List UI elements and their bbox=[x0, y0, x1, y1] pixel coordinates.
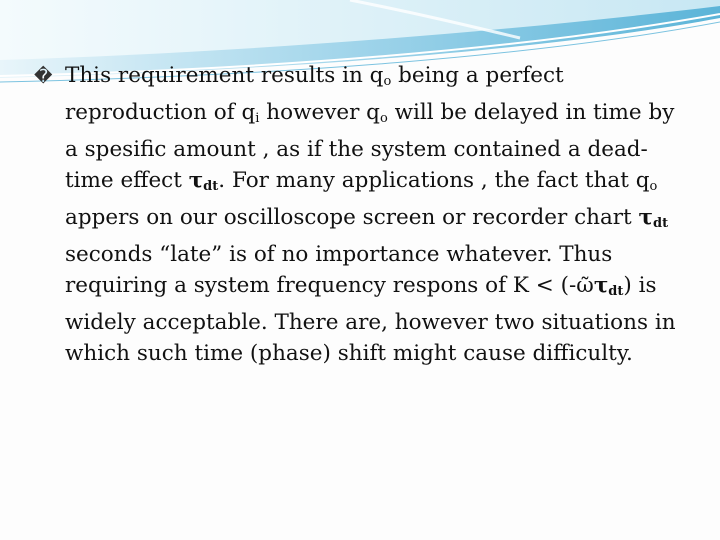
bullet-icon: � bbox=[34, 66, 53, 87]
subscript: dt bbox=[653, 216, 669, 231]
text-segment: however q bbox=[259, 100, 380, 125]
body-text bbox=[34, 60, 694, 369]
subscript: i bbox=[255, 111, 260, 126]
text-segment: This requirement results in q bbox=[65, 63, 384, 88]
tau-symbol: τ bbox=[638, 205, 653, 230]
subscript: o bbox=[383, 74, 392, 89]
subscript: o bbox=[649, 179, 658, 194]
subscript: dt bbox=[608, 284, 624, 299]
subscript: dt bbox=[203, 179, 219, 194]
text-segment: ) is widely acceptable. There are, however two situations in which such time (phase) shift might cause difficulty. bbox=[65, 273, 676, 366]
subscript: o bbox=[379, 111, 388, 126]
bullet-paragraph bbox=[34, 60, 694, 369]
text-segment: . For many applications , the fact that q bbox=[218, 168, 650, 193]
text-segment: appers on our oscilloscope screen or recorder chart bbox=[65, 205, 639, 230]
text-segment: will be delayed in time by a spesific amount , as if the system contained a dead-time effect bbox=[65, 100, 675, 193]
tau-symbol: τ bbox=[188, 168, 204, 193]
text-segment: seconds “late” is of no importance whatever. Thus requiring a system frequency respons of K < (-ῶ bbox=[65, 242, 613, 298]
tau-symbol: τ bbox=[593, 273, 609, 298]
text-segment: being a perfect reproduction of q bbox=[65, 63, 564, 125]
